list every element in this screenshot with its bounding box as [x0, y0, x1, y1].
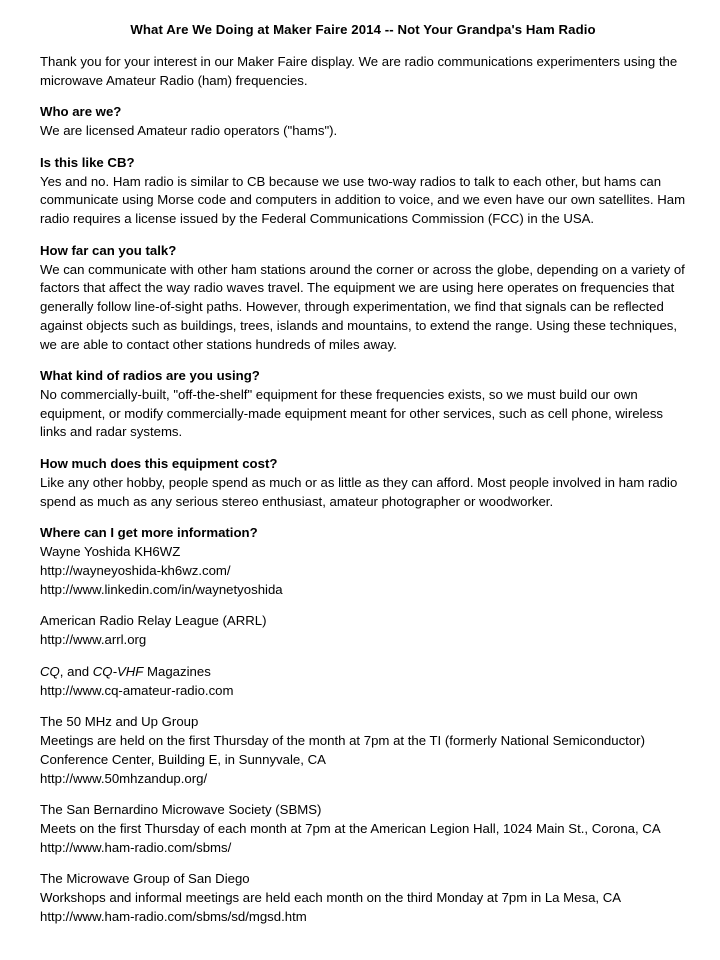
resource-link[interactable]: http://www.arrl.org [40, 632, 147, 648]
faq-answer: Yes and no. Ham radio is similar to CB because we use two-way radios to talk to each other, but hams can communicate using Morse code and computers in addition to voice, and we even have our own satellites. Ham radio requires a license issued by the Federal Communications Commission (FCC) in the USA. [40, 173, 686, 227]
resource-entry-50mhz-and-up-group [40, 713, 686, 788]
resource-link[interactable]: http://www.cq-amateur-radio.com [40, 682, 234, 698]
resource-name: CQ, and CQ-VHF Magazines [40, 663, 211, 679]
resource-entry-microwave-group-san-diego [40, 870, 686, 926]
resource-link[interactable]: http://www.ham-radio.com/sbms/sd/mgsd.htm [40, 908, 307, 924]
faq-answer: We can communicate with other ham stations around the corner or across the globe, depending on a variety of factors that affect the way radio waves travel. The equipment we are using here operates on frequencies that generally follow line-of-sight paths. However, through experimentation, we find that signals can be reflected against objects such as buildings, trees, islands and mountains, to extend the range. Using these techniques, we are able to contact other stations hundreds of miles away. [40, 261, 685, 352]
resource-name: Wayne Yoshida KH6WZ [40, 544, 181, 560]
resource-link[interactable]: http://www.50mhzandup.org/ [40, 770, 208, 786]
resource-name: The San Bernardino Microwave Society (SBMS) [40, 802, 322, 818]
faq-section-equipment-cost [40, 455, 686, 511]
resources-section [40, 524, 686, 926]
resource-link[interactable]: http://wayneyoshida-kh6wz.com/ [40, 562, 231, 578]
intro-paragraph: Thank you for your interest in our Maker Faire display. We are radio communications experimenters using the microwave Amateur Radio (ham) frequencies. [40, 54, 678, 88]
faq-answer: We are licensed Amateur radio operators ("hams"). [40, 123, 338, 139]
faq-question: How much does this equipment cost? [40, 456, 278, 472]
resource-details: Meetings are held on the first Thursday of the month at 7pm at the TI (formerly National Semiconductor) Conference Center, Building E, in Sunnyvale, CA [40, 733, 649, 767]
resource-details: Meets on the first Thursday of each month at 7pm at the American Legion Hall, 1024 Main St., Corona, CA [40, 820, 661, 836]
faq-section-is-this-like-cb [40, 154, 686, 229]
resources-heading: Where can I get more information? [40, 525, 258, 541]
resource-entry-sbms [40, 801, 686, 857]
resource-entry-wayne-yoshida [40, 543, 686, 599]
faq-answer: Like any other hobby, people spend as much or as little as they can afford. Most people involved in ham radio spend as much as any serious stereo enthusiast, amateur photographer or woodworker. [40, 474, 678, 509]
resource-details: Workshops and informal meetings are held each month on the third Monday at 7pm in La Mesa, CA [40, 890, 622, 906]
resource-name: The Microwave Group of San Diego [40, 871, 250, 887]
resource-name: The 50 MHz and Up Group [40, 714, 199, 730]
faq-answer: No commercially-built, "off-the-shelf" equipment for these frequencies exists, so we must build our own equipment, or modify commercially-made equipment meant for other services, such as cell phone, wireless links and radar systems. [40, 387, 664, 440]
faq-section-who-are-we [40, 103, 686, 140]
faq-question: What kind of radios are you using? [40, 368, 260, 384]
faq-section-what-kind-of-radios [40, 367, 686, 442]
resource-name: American Radio Relay League (ARRL) [40, 613, 267, 629]
page-title: What Are We Doing at Maker Faire 2014 -- Not Your Grandpa's Ham Radio [130, 22, 596, 37]
resource-link[interactable]: http://www.linkedin.com/in/waynetyoshida [40, 581, 283, 597]
faq-question: Is this like CB? [40, 154, 135, 170]
faq-question: Who are we? [40, 104, 122, 120]
faq-question: How far can you talk? [40, 242, 177, 258]
resource-entry-cq-magazines [40, 663, 686, 700]
resource-entry-arrl [40, 612, 686, 649]
faq-section-how-far-can-you-talk [40, 242, 686, 354]
resource-link[interactable]: http://www.ham-radio.com/sbms/ [40, 839, 232, 855]
